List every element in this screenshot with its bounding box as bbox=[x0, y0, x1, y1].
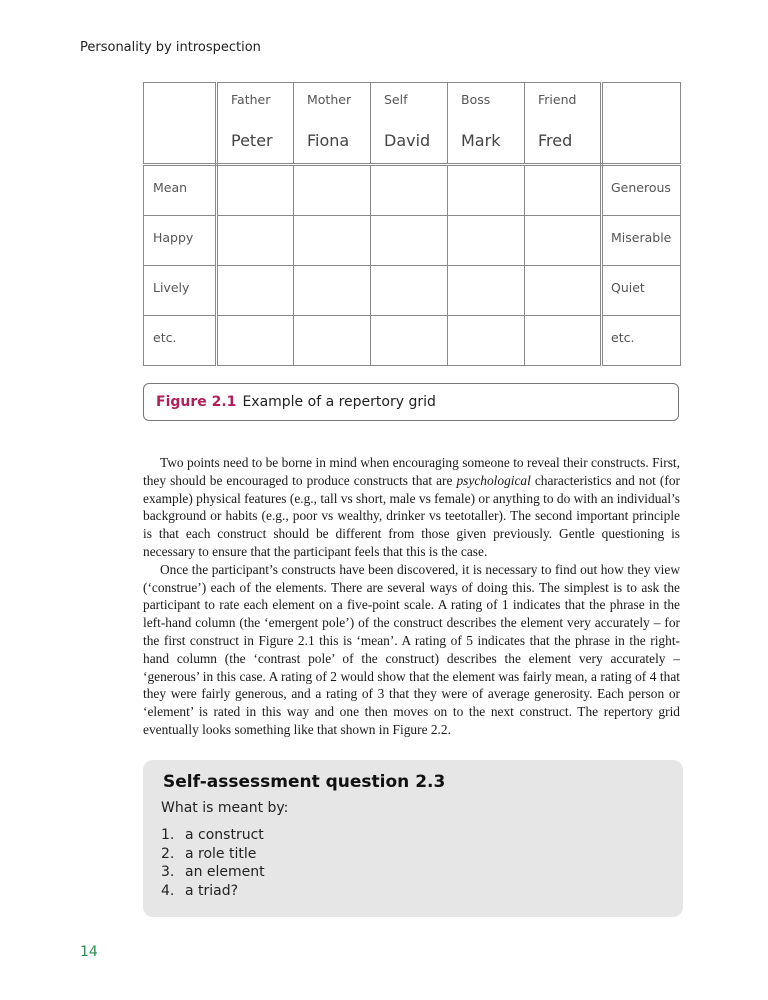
self-assessment-title: Self-assessment question 2.3 bbox=[163, 772, 446, 792]
role-title: Father bbox=[231, 92, 271, 107]
grid-construct-row bbox=[144, 316, 681, 366]
rating-cell bbox=[217, 316, 294, 366]
emphasis-text: psychological bbox=[456, 472, 531, 488]
role-title: Mother bbox=[307, 92, 352, 107]
grid-construct-row bbox=[144, 165, 681, 216]
paragraph-text: characteristics and not (for example) physical features (e.g., tall vs short, male vs female) or anything to do with an individual’s background or habits (e.g., poor vs wealthy, drinker vs teetotaller). The second important principle is that each construct should be different from those given previously. Gentle questioning is necessary to ensure that the participant feels that this is the case. bbox=[143, 472, 680, 559]
contrast-pole bbox=[602, 316, 681, 366]
emergent-pole bbox=[144, 316, 217, 366]
emergent-pole bbox=[144, 216, 217, 266]
element-name: Mark bbox=[461, 131, 501, 150]
list-item bbox=[161, 882, 665, 901]
paragraph: Once the participant’s constructs have been discovered, it is necessary to find out how they view (‘construe’) each of the elements. There are several ways of doing this. The simplest is to ask the participant to rate each element on a five-point scale. A rating of 1 indicates that the phrase in the left-hand column (the ‘emergent pole’) of the construct describes the element very accurately – for the first construct in Figure 2.1 this is ‘mean’. A rating of 5 indicates that the phrase in the right-hand column (the ‘contrast pole’ of the construct) describes the element very accurately – ‘generous’ in this case. A rating of 2 would show that the element was fairly mean, a rating of 4 that they were fairly generous, and a rating of 3 that they were of average generosity. Each person or ‘element’ is rated in this way and one then moves on to the next construct. The repertory grid eventually looks something like that shown in Figure 2.2. bbox=[143, 561, 680, 737]
element-name: David bbox=[384, 131, 431, 150]
self-assessment-list bbox=[161, 826, 665, 900]
grid-element-boss bbox=[448, 83, 525, 165]
role-title: Boss bbox=[461, 92, 491, 107]
contrast-pole-label: etc. bbox=[611, 330, 635, 345]
rating-cell bbox=[294, 216, 371, 266]
list-number: 2. bbox=[161, 845, 175, 862]
list-item-text: a triad? bbox=[185, 882, 239, 899]
grid-element-father bbox=[217, 83, 294, 165]
emergent-pole-label: Happy bbox=[153, 230, 194, 245]
rating-cell bbox=[294, 316, 371, 366]
contrast-pole bbox=[602, 216, 681, 266]
rating-cell bbox=[371, 266, 448, 316]
grid-construct-row bbox=[144, 266, 681, 316]
contrast-pole bbox=[602, 266, 681, 316]
figure-caption bbox=[143, 383, 679, 421]
rating-cell bbox=[217, 216, 294, 266]
element-name: Fred bbox=[538, 131, 573, 150]
rating-cell bbox=[371, 165, 448, 216]
list-number: 4. bbox=[161, 882, 175, 899]
paragraph-text: Two points need to be borne in mind when encouraging someone to reveal their constructs. First, they should be encouraged to produce constructs that are bbox=[143, 455, 680, 488]
rating-cell bbox=[217, 165, 294, 216]
grid-corner-cell-right bbox=[602, 83, 681, 165]
rating-cell bbox=[525, 216, 602, 266]
grid-element-self bbox=[371, 83, 448, 165]
emergent-pole-label: Lively bbox=[153, 280, 190, 295]
figure-caption-text: Example of a repertory grid bbox=[242, 394, 436, 410]
grid-corner-cell bbox=[144, 83, 217, 165]
contrast-pole-label: Generous bbox=[611, 180, 671, 195]
element-name: Peter bbox=[231, 131, 273, 150]
rating-cell bbox=[371, 216, 448, 266]
self-assessment-box bbox=[143, 760, 683, 917]
rating-cell bbox=[371, 316, 448, 366]
rating-cell bbox=[525, 316, 602, 366]
body-text bbox=[143, 454, 680, 739]
list-item-text: an element bbox=[185, 864, 265, 880]
list-item bbox=[161, 826, 665, 845]
contrast-pole-label: Quiet bbox=[611, 280, 645, 295]
running-head: Personality by introspection bbox=[80, 40, 261, 55]
list-item bbox=[161, 863, 665, 882]
rating-cell bbox=[217, 266, 294, 316]
self-assessment-lead: What is meant by: bbox=[161, 800, 289, 816]
rating-cell bbox=[448, 165, 525, 216]
rating-cell bbox=[448, 316, 525, 366]
grid-header-row bbox=[144, 83, 681, 165]
list-number: 3. bbox=[161, 864, 175, 880]
grid-element-friend bbox=[525, 83, 602, 165]
emergent-pole bbox=[144, 165, 217, 216]
rating-cell bbox=[294, 266, 371, 316]
rating-cell bbox=[525, 165, 602, 216]
list-number: 1. bbox=[161, 827, 175, 843]
emergent-pole-label: Mean bbox=[153, 180, 188, 195]
grid-construct-row bbox=[144, 216, 681, 266]
role-title: Friend bbox=[538, 92, 577, 107]
grid-element-mother bbox=[294, 83, 371, 165]
figure-number: Figure 2.1 bbox=[156, 394, 237, 410]
rating-cell bbox=[294, 165, 371, 216]
list-item-text: a construct bbox=[185, 827, 264, 843]
list-item-text: a role title bbox=[185, 845, 257, 862]
emergent-pole bbox=[144, 266, 217, 316]
repertory-grid bbox=[143, 82, 681, 366]
rating-cell bbox=[448, 266, 525, 316]
element-name: Fiona bbox=[307, 131, 350, 150]
page-number: 14 bbox=[80, 944, 98, 960]
list-item bbox=[161, 845, 665, 864]
rating-cell bbox=[525, 266, 602, 316]
paragraph bbox=[143, 454, 680, 561]
role-title: Self bbox=[384, 92, 408, 107]
rating-cell bbox=[448, 216, 525, 266]
contrast-pole bbox=[602, 165, 681, 216]
contrast-pole-label: Miserable bbox=[611, 230, 672, 245]
emergent-pole-label: etc. bbox=[153, 330, 177, 345]
